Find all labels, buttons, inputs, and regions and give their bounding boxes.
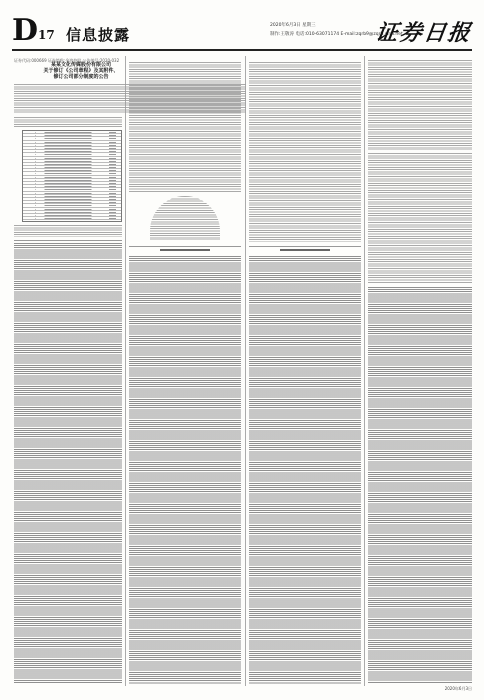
data-table <box>22 130 122 222</box>
text-block <box>14 225 122 237</box>
newspaper-logo: 证券日报 <box>373 20 474 46</box>
article-title-line: 修订公司部分制度的公告 <box>53 74 109 80</box>
table-rule <box>14 240 122 241</box>
text-block <box>14 243 122 683</box>
article-title <box>40 62 122 80</box>
page-number: 17 <box>38 28 55 42</box>
text-block <box>249 62 361 242</box>
subheading <box>280 249 330 251</box>
article-title-line: 关于修订《公司章程》及其附件、 <box>43 68 119 74</box>
text-block <box>368 287 472 683</box>
text-block <box>368 153 472 283</box>
text-block <box>129 62 241 192</box>
section-rule <box>249 246 361 247</box>
section-title: 信息披露 <box>66 26 131 44</box>
subheading <box>160 249 210 251</box>
article-title-line: 某某文化传媒股份有限公司 <box>50 62 111 68</box>
text-block <box>249 256 361 684</box>
date-line: 2020年6月3日 星期三 <box>270 23 316 28</box>
text-block <box>150 196 220 240</box>
text-block <box>14 117 122 127</box>
article-header-line: 证券代码:000669 证券简称:金鸿控股 公告编号:2020-032 <box>14 58 120 63</box>
column-divider <box>245 56 246 686</box>
column-divider <box>364 56 365 686</box>
masthead-rule <box>12 49 472 51</box>
text-block <box>368 60 472 150</box>
footer-date: 2020年6月3日 <box>444 686 472 691</box>
masthead <box>12 14 472 48</box>
section-rule <box>129 246 241 247</box>
page-letter: D <box>12 13 38 48</box>
column-divider <box>125 56 126 686</box>
editor-line: 制作:王敬涛 电话:010-63071174 E-mail:zqrb9@zqrb.sina.net <box>270 32 403 37</box>
text-block <box>129 256 241 684</box>
